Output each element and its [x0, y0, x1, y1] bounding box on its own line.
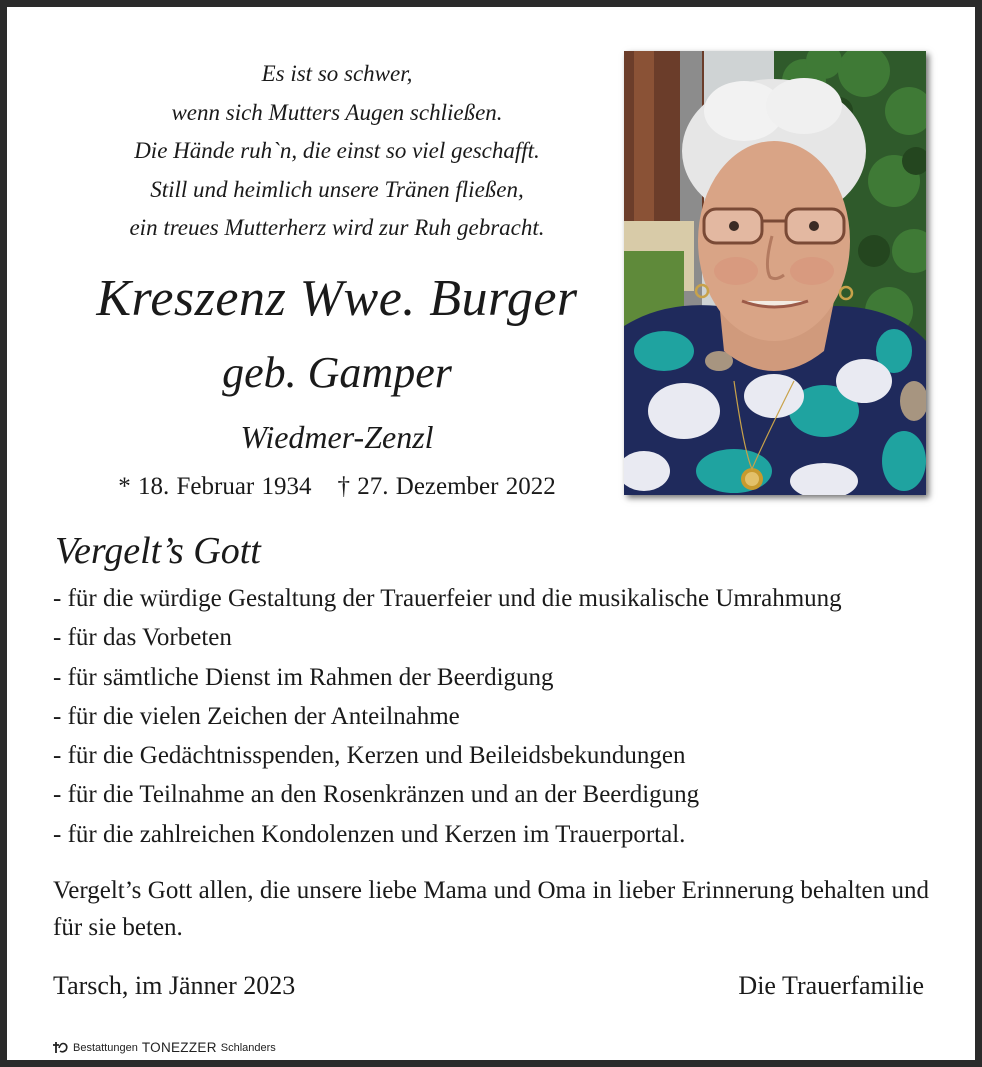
- cross-logo-icon: [53, 1041, 69, 1054]
- thanks-heading: Vergelt’s Gott: [55, 530, 261, 572]
- footer-suffix: Schlanders: [220, 1041, 276, 1054]
- life-dates: [47, 473, 627, 501]
- poem-line: ein treues Mutterherz wird zur Ruh gebracht.: [129, 215, 545, 240]
- death-date: † 27. Dezember 2022: [337, 473, 556, 500]
- deceased-name: Kreszenz Wwe. Burger: [96, 270, 578, 327]
- list-item: - für die Teilnahme an den Rosenkränzen und an der Beerdigung: [53, 781, 700, 809]
- poem-line: Es ist so schwer,: [261, 61, 413, 86]
- nickname: Wiedmer-Zenzl: [240, 419, 434, 455]
- thanks-list: [53, 579, 933, 854]
- signature: Die Trauerfamilie: [738, 971, 924, 1000]
- poem-line: wenn sich Mutters Augen schließen.: [171, 99, 503, 125]
- footer-credit: [53, 1040, 276, 1055]
- poem: [47, 55, 627, 248]
- poem-line: Still und heimlich unsere Tränen fließen,: [150, 176, 524, 202]
- place-date: Tarsch, im Jänner 2023: [53, 971, 296, 1000]
- poem-line: Die Hände ruh`n, die einst so viel geschafft.: [134, 138, 540, 163]
- list-item: - für die würdige Gestaltung der Trauerfeier und die musikalische Umrahmung: [53, 585, 842, 612]
- list-item: - für sämtliche Dienst im Rahmen der Beerdigung: [53, 663, 554, 691]
- birth-date: * 18. Februar 1934: [118, 473, 312, 500]
- portrait-photo: [624, 51, 926, 495]
- portrait-illustration: [624, 51, 926, 495]
- list-item: - für die zahlreichen Kondolenzen und Kerzen im Trauerportal.: [53, 820, 686, 848]
- birth-name: geb. Gamper: [222, 348, 452, 397]
- list-item: - für die vielen Zeichen der Anteilnahme: [53, 702, 460, 730]
- list-item: - für das Vorbeten: [53, 624, 232, 652]
- footer-prefix: Bestattungen: [73, 1041, 138, 1054]
- footer-brand: TONEZZER: [141, 1040, 217, 1055]
- list-item: - für die Gedächtnisspenden, Kerzen und Beileidsbekundungen: [53, 742, 686, 770]
- obituary-card: [7, 7, 975, 1060]
- closing-text: Vergelt’s Gott allen, die unsere liebe Mama und Oma in lieber Erinnerung behalten und für sie beten.: [53, 877, 929, 941]
